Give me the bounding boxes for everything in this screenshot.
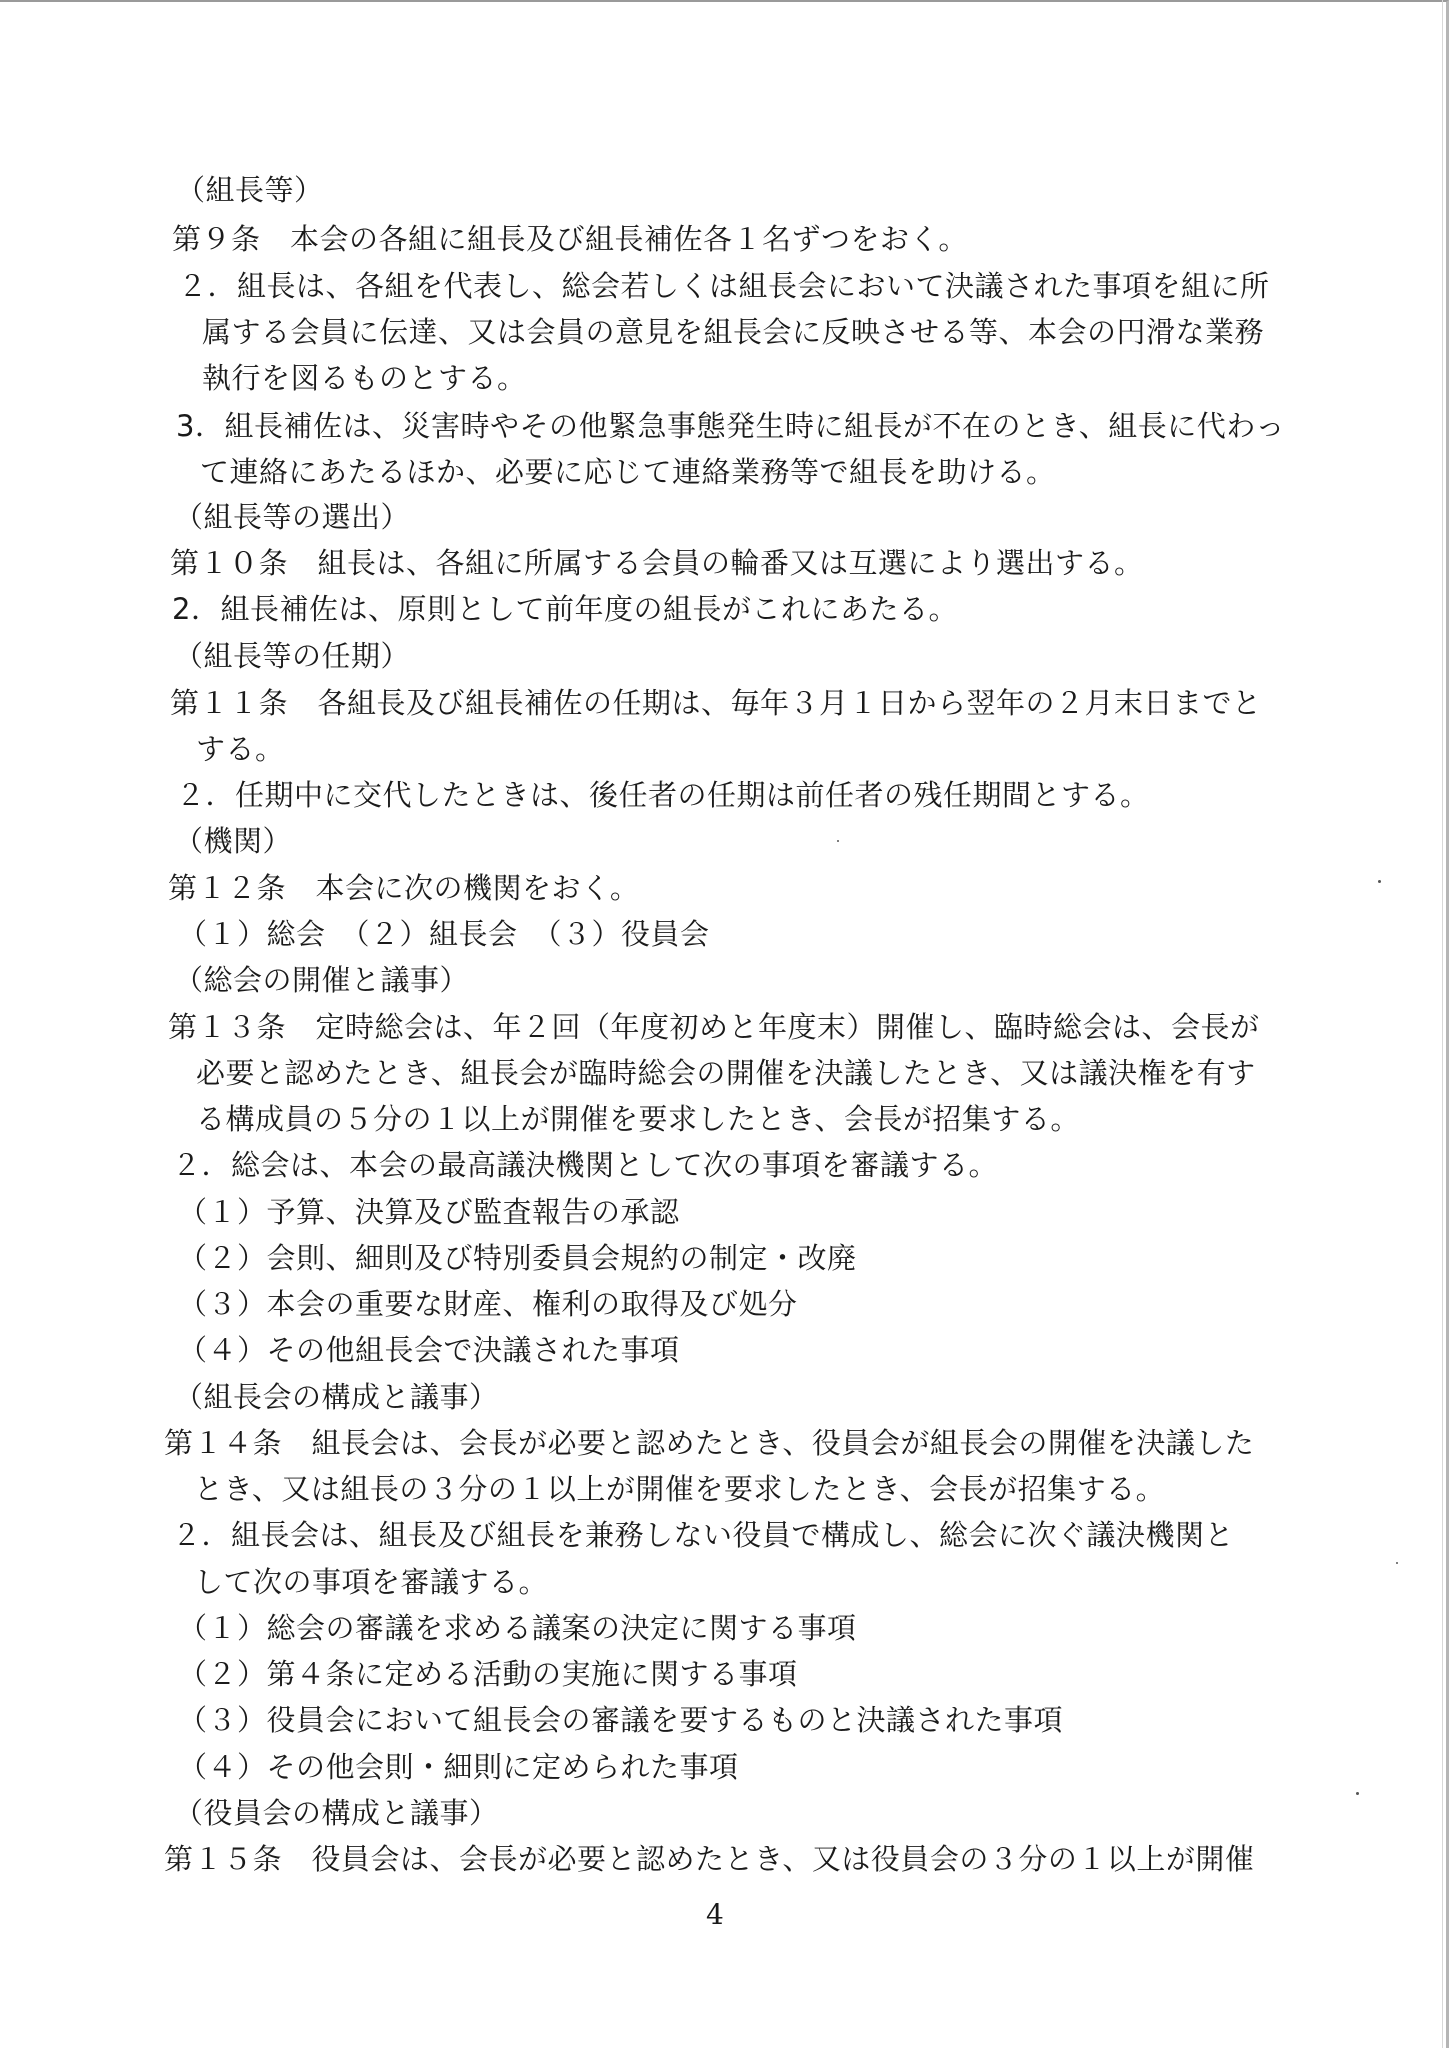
scan-speck: [1378, 880, 1381, 883]
article-13-item-4: （４）その他組長会で決議された事項: [178, 1333, 680, 1367]
article-14-clause-2-line2: して次の事項を審議する。: [194, 1565, 549, 1599]
scan-speck: [1396, 1562, 1398, 1564]
scan-border-shadow: [1442, 0, 1443, 2048]
heading-group-leaders: （組長等）: [176, 173, 324, 207]
article-15-line1: 第１５条 役員会は、会長が必要と認めたとき、又は役員会の３分の１以上が開催: [164, 1842, 1255, 1876]
heading-leaders-meeting: （組長会の構成と議事）: [174, 1380, 499, 1414]
article-14-item-4: （４）その他会則・細則に定められた事項: [178, 1750, 739, 1784]
article-13-item-1: （１）予算、決算及び監査報告の承認: [178, 1195, 680, 1229]
article-11-clause-2-line: ２．任期中に交代したときは、後任者の任期は前任者の残任期間とする。: [176, 778, 1150, 812]
page-number: 4: [706, 1898, 724, 1931]
article-13-clause-2-line: ２．総会は、本会の最高議決機関として次の事項を審議する。: [172, 1148, 999, 1182]
article-9-clause-2-line3: 執行を図るものとする。: [202, 361, 527, 395]
article-13-line3: る構成員の５分の１以上が開催を要求したとき、会長が招集する。: [196, 1102, 1080, 1136]
article-9-clause-2-line1: ２．組長は、各組を代表し、総会若しくは組長会において決議された事項を組に所: [178, 269, 1270, 303]
article-14-line2: とき、又は組長の３分の１以上が開催を要求したとき、会長が招集する。: [194, 1472, 1166, 1506]
article-14-item-1: （１）総会の審議を求める議案の決定に関する事項: [178, 1611, 857, 1645]
article-13-item-2: （２）会則、細則及び特別委員会規約の制定・改廃: [178, 1241, 857, 1275]
article-10-line: 第１０条 組長は、各組に所属する会員の輪番又は互選により選出する。: [170, 546, 1144, 580]
heading-term: （組長等の任期）: [174, 639, 411, 673]
article-10-clause-2-line: 2．組長補佐は、原則として前年度の組長がこれにあたる。: [172, 592, 958, 626]
article-14-item-2: （２）第４条に定める活動の実施に関する事項: [178, 1657, 798, 1691]
article-9-clause-2-line2: 属する会員に伝達、又は会員の意見を組長会に反映させる等、本会の円滑な業務: [202, 315, 1265, 349]
heading-organs: （機関）: [174, 824, 293, 858]
heading-general-meeting: （総会の開催と議事）: [174, 963, 470, 997]
scan-speck: [1356, 1792, 1359, 1795]
article-11-line2: する。: [196, 732, 285, 766]
article-11-line1: 第１１条 各組長及び組長補佐の任期は、毎年３月１日から翌年の２月末日までと: [170, 686, 1262, 720]
heading-officers-meeting: （役員会の構成と議事）: [174, 1796, 499, 1830]
heading-election: （組長等の選出）: [174, 500, 411, 534]
article-9-clause-3-line2: て連絡にあたるほか、必要に応じて連絡業務等で組長を助ける。: [200, 455, 1056, 489]
article-14-clause-2-line1: ２．組長会は、組長及び組長を兼務しない役員で構成し、総会に次ぐ議決機関と: [172, 1518, 1235, 1552]
article-9-line: 第９条 本会の各組に組長及び組長補佐各１名ずつをおく。: [172, 222, 968, 256]
article-13-line2: 必要と認めたとき、組長会が臨時総会の開催を決議したとき、又は議決権を有す: [196, 1056, 1256, 1090]
article-13-line1: 第１３条 定時総会は、年２回（年度初めと年度末）開催し、臨時総会は、会長が: [168, 1010, 1260, 1044]
article-14-item-3: （３）役員会において組長会の審議を要するものと決議された事項: [178, 1703, 1064, 1737]
article-12-line: 第１２条 本会に次の機関をおく。: [168, 871, 640, 905]
article-12-organs-list: （１）総会 （２）組長会 （３）役員会: [178, 917, 710, 951]
article-14-line1: 第１４条 組長会は、会長が必要と認めたとき、役員会が組長会の開催を決議した: [164, 1426, 1255, 1460]
article-13-item-3: （３）本会の重要な財産、権利の取得及び処分: [178, 1287, 798, 1321]
scan-speck: [837, 840, 839, 842]
article-9-clause-3-line1: 3．組長補佐は、災害時やその他緊急事態発生時に組長が不在のとき、組長に代わっ: [176, 409, 1286, 443]
